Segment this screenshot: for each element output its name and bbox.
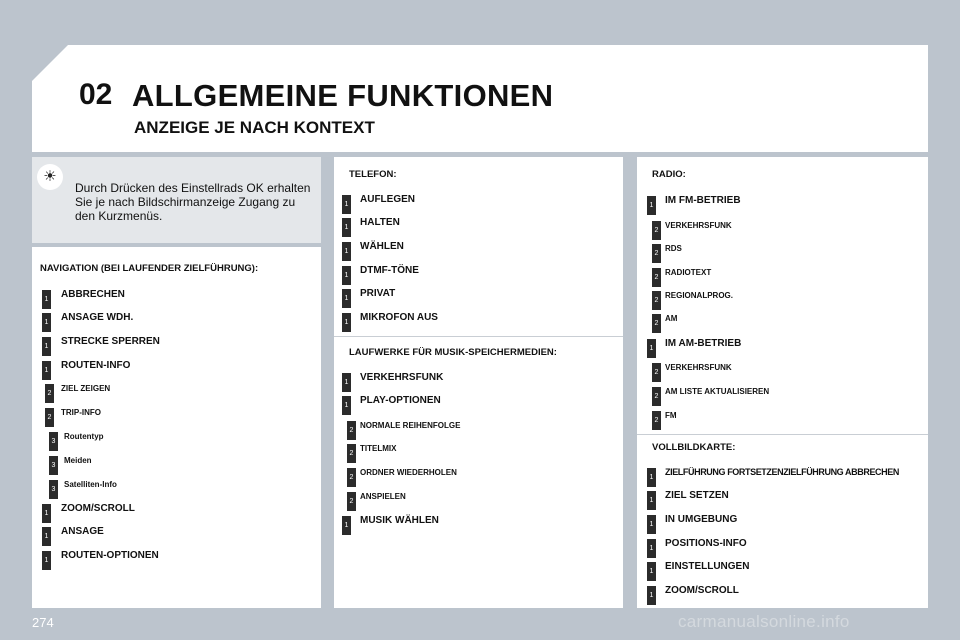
menu-item: RDS [665, 244, 682, 253]
menu-item: ZIEL ZEIGEN [61, 384, 111, 393]
level-badge: 1 [647, 586, 656, 605]
level-badge: 2 [652, 387, 661, 406]
telefon-section-title: TELEFON: [349, 169, 397, 180]
level-badge: 1 [342, 195, 351, 214]
menu-item: ZIELFÜHRUNG FORTSETZENZIELFÜHRUNG ABBRECHEN [665, 467, 899, 477]
menu-item: ZOOM/SCROLL [665, 585, 739, 596]
level-badge: 1 [42, 361, 51, 380]
level-badge: 1 [342, 218, 351, 237]
page-title: ALLGEMEINE FUNKTIONEN [132, 78, 554, 113]
tip-text: Durch Drücken des Einstellrads OK erhalten Sie je nach Bildschirmanzeige Zugang zu den Kurzmenüs. [75, 181, 311, 223]
level-badge: 1 [42, 313, 51, 332]
sun-icon: ☀ [37, 164, 63, 190]
menu-item: PRIVAT [360, 288, 396, 299]
menu-item: ROUTEN-OPTIONEN [61, 550, 159, 561]
level-badge: 2 [347, 444, 356, 463]
menu-item: POSITIONS-INFO [665, 538, 747, 549]
level-badge: 3 [49, 456, 58, 475]
media-divider [334, 336, 623, 337]
laufwerke-section-title: LAUFWERKE FÜR MUSIK-SPEICHERMEDIEN: [349, 347, 557, 358]
menu-item: IM AM-BETRIEB [665, 338, 742, 349]
level-badge: 3 [49, 432, 58, 451]
menu-item: ORDNER WIEDERHOLEN [360, 468, 457, 477]
menu-item: VERKEHRSFUNK [665, 221, 732, 230]
menu-item: FM [665, 411, 677, 420]
menu-item: WÄHLEN [360, 241, 404, 252]
menu-item: AM [665, 314, 678, 323]
level-badge: 1 [647, 539, 656, 558]
menu-item: DTMF-TÖNE [360, 265, 419, 276]
level-badge: 1 [647, 515, 656, 534]
level-badge: 2 [652, 221, 661, 240]
radio-divider [637, 434, 928, 435]
level-badge: 3 [49, 480, 58, 499]
menu-item: IM FM-BETRIEB [665, 195, 741, 206]
navigation-section-title: NAVIGATION (BEI LAUFENDER ZIELFÜHRUNG): [40, 263, 259, 274]
menu-item: ZIEL SETZEN [665, 490, 729, 501]
level-badge: 2 [347, 468, 356, 487]
menu-item: ABBRECHEN [61, 289, 125, 300]
radio-section-title: RADIO: [652, 169, 686, 180]
chapter-number: 02 [79, 78, 113, 111]
level-badge: 1 [42, 527, 51, 546]
level-badge: 2 [45, 384, 54, 403]
menu-item: STRECKE SPERREN [61, 336, 160, 347]
menu-item: ROUTEN-INFO [61, 360, 131, 371]
level-badge: 2 [45, 408, 54, 427]
level-badge: 1 [647, 339, 656, 358]
menu-item: ANSPIELEN [360, 492, 406, 501]
menu-item: ZOOM/SCROLL [61, 503, 135, 514]
level-badge: 1 [342, 242, 351, 261]
level-badge: 1 [342, 396, 351, 415]
menu-item: IN UMGEBUNG [665, 514, 738, 525]
level-badge: 1 [42, 504, 51, 523]
level-badge: 2 [652, 411, 661, 430]
menu-item: ANSAGE WDH. [61, 312, 134, 323]
page-number: 274 [32, 615, 54, 630]
menu-item: Meiden [64, 456, 92, 465]
menu-item: HALTEN [360, 217, 400, 228]
menu-item: MUSIK WÄHLEN [360, 515, 439, 526]
level-badge: 2 [652, 363, 661, 382]
menu-item: ANSAGE [61, 526, 104, 537]
watermark: carmanualsonline.info [678, 612, 850, 631]
level-badge: 2 [652, 314, 661, 333]
menu-item: TITELMIX [360, 444, 397, 453]
level-badge: 1 [342, 516, 351, 535]
level-badge: 2 [347, 492, 356, 511]
level-badge: 1 [342, 266, 351, 285]
level-badge: 1 [42, 337, 51, 356]
level-badge: 1 [647, 562, 656, 581]
menu-item: MIKROFON AUS [360, 312, 438, 323]
level-badge: 2 [652, 268, 661, 287]
level-badge: 1 [342, 313, 351, 332]
menu-item: AM LISTE AKTUALISIEREN [665, 387, 770, 396]
level-badge: 2 [347, 421, 356, 440]
menu-item: NORMALE REIHENFOLGE [360, 421, 461, 430]
level-badge: 2 [652, 244, 661, 263]
menu-item: AUFLEGEN [360, 194, 415, 205]
level-badge: 1 [647, 468, 656, 487]
menu-item: RADIOTEXT [665, 268, 712, 277]
level-badge: 1 [42, 290, 51, 309]
menu-item: VERKEHRSFUNK [360, 372, 444, 383]
page-subtitle: ANZEIGE JE NACH KONTEXT [134, 118, 375, 137]
menu-item: PLAY-OPTIONEN [360, 395, 441, 406]
level-badge: 1 [342, 373, 351, 392]
menu-item: TRIP-INFO [61, 408, 101, 417]
level-badge: 2 [652, 291, 661, 310]
menu-item: EINSTELLUNGEN [665, 561, 750, 572]
level-badge: 1 [42, 551, 51, 570]
menu-item: Routentyp [64, 432, 104, 441]
menu-item: Satelliten-Info [64, 480, 117, 489]
menu-item: VERKEHRSFUNK [665, 363, 732, 372]
menu-item: REGIONALPROG. [665, 291, 734, 300]
vollbild-section-title: VOLLBILDKARTE: [652, 442, 736, 453]
level-badge: 1 [342, 289, 351, 308]
level-badge: 1 [647, 491, 656, 510]
level-badge: 1 [647, 196, 656, 215]
